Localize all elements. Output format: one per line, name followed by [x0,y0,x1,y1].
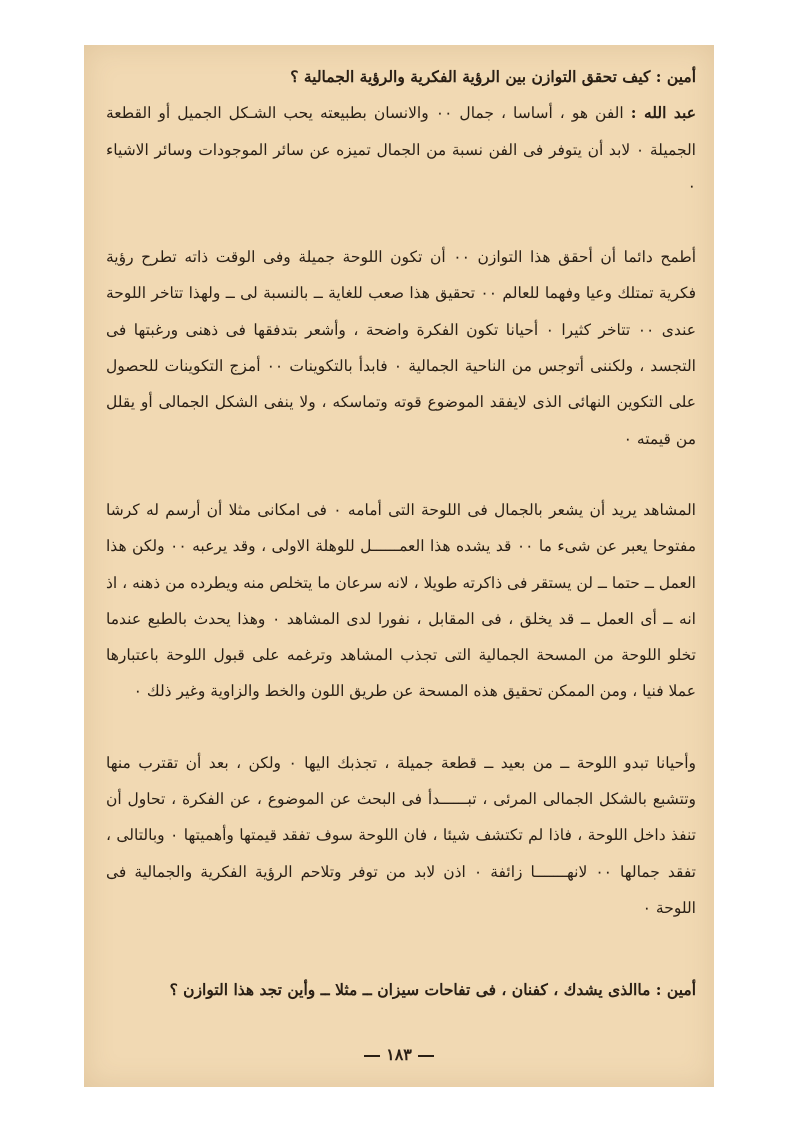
speaker-label: عبد الله : [630,103,696,123]
speaker-label: أمين : [655,980,696,1000]
book-page [84,45,714,1087]
answer-paragraph [106,95,696,204]
answer-text: الفن هو ، أساسا ، جمال ٠٠ والانسان بطبيعته يحب الشـكل الجميل أو القطعة الجميلة ٠ لابد أن يتوفر فى الفن نسبة من الجمال تميزه عن سائر الموجودات وسائر الاشياء ٠ [106,104,696,195]
paragraph-gap [106,204,696,239]
body-paragraph: المشاهد يريد أن يشعر بالجمال فى اللوحة التى أمامه ٠ فى امكانى مثلا أن أرسم له كرشا مفتوحا يعبر عن شىء ما ٠٠ قد يشده هذا العمــــــل للوهلة الاولى ، وقد يرعبه ٠٠ ولكن هذا العمل ــ حتما ــ لن يستقر فى ذاكرته طويلا ، لانه سرعان ما يتخلص منه ويطرده من ذهنه ، اذ انه ــ أى العمل ــ قد يخلق ، فى المقابل ، نفورا لدى المشاهد ٠ وهذا يحدث بالطبع عندما تخلو اللوحة من المسحة الجمالية التى تجذب المشاهد وترغمه على قبول اللوحة باعتبارها عملا فنيا ، ومن الممكن تحقيق هذه المسحة عن طريق اللون والخط والزاوية وغير ذلك ٠ [106,500,696,701]
body-paragraph: أطمح دائما أن أحقق هذا التوازن ٠٠ أن تكون اللوحة جميلة وفى الوقت ذاته تطرح رؤية فكرية تمتلك وعيا وفهما للعالم ٠٠ تحقيق هذا صعب للغاية ــ بالنسبة لى ــ ولهذا تتاخر اللوحة عندى ٠٠ تتاخر كثيرا ٠ أحيانا تكون الفكرة واضحة ، وأشعر بتدفقها فى ذهنى ورغبتها فى التجسد ، ولكننى أتوجس من الناحية الجمالية ٠ فابدأ بالتكوينات ٠٠ أمزج التكوينات للحصول على التكوين النهائى الذى لايفقد الموضوع قوته وتماسكه ، ولا ينفى الشكل الجمالى أو يقلل من قيمته ٠ [106,248,697,448]
body-paragraph: وأحيانا تبدو اللوحة ــ من بعيد ــ قطعة جميلة ، تجذبك اليها ٠ ولكن ، بعد أن تقترب منها وتتشبع بالشكل الجمالى المرئى ، تبــــــدأ فى البحث عن الموضوع ، عن الفكرة ، تحاول أن تنفذ داخل اللوحة ، فاذا لم تكتشف شيئا ، فان اللوحة سوف تفقد قيمتها وأهميتها ٠ وبالتالى ، تفقد جمالها ٠٠ لانهـــــــا زائفة ٠ اذن لابد من توفر وتلاحم الرؤية الفكرية والجمالية فى اللوحة ٠ [106,753,696,917]
speaker-label: أمين : [655,67,696,86]
question-text: كيف تحقق التوازن بين الرؤية الفكرية والرؤية الجمالية ؟ [290,67,651,86]
question-paragraph [106,59,696,95]
page-content [106,59,696,1009]
paragraph-gap [106,710,696,745]
folio-dash [418,1055,434,1057]
page-number [84,1045,714,1064]
page-number-text: ١٨٣ [386,1045,412,1064]
paragraph-gap [106,457,696,492]
question-text: ماالذى يشدك ، كفنان ، فى تفاحات سيزان ــ مثلا ــ وأين تجد هذا التوازن ؟ [169,980,651,1000]
paragraph-gap [106,926,696,972]
folio-dash [364,1055,380,1057]
question-paragraph [106,972,696,1008]
